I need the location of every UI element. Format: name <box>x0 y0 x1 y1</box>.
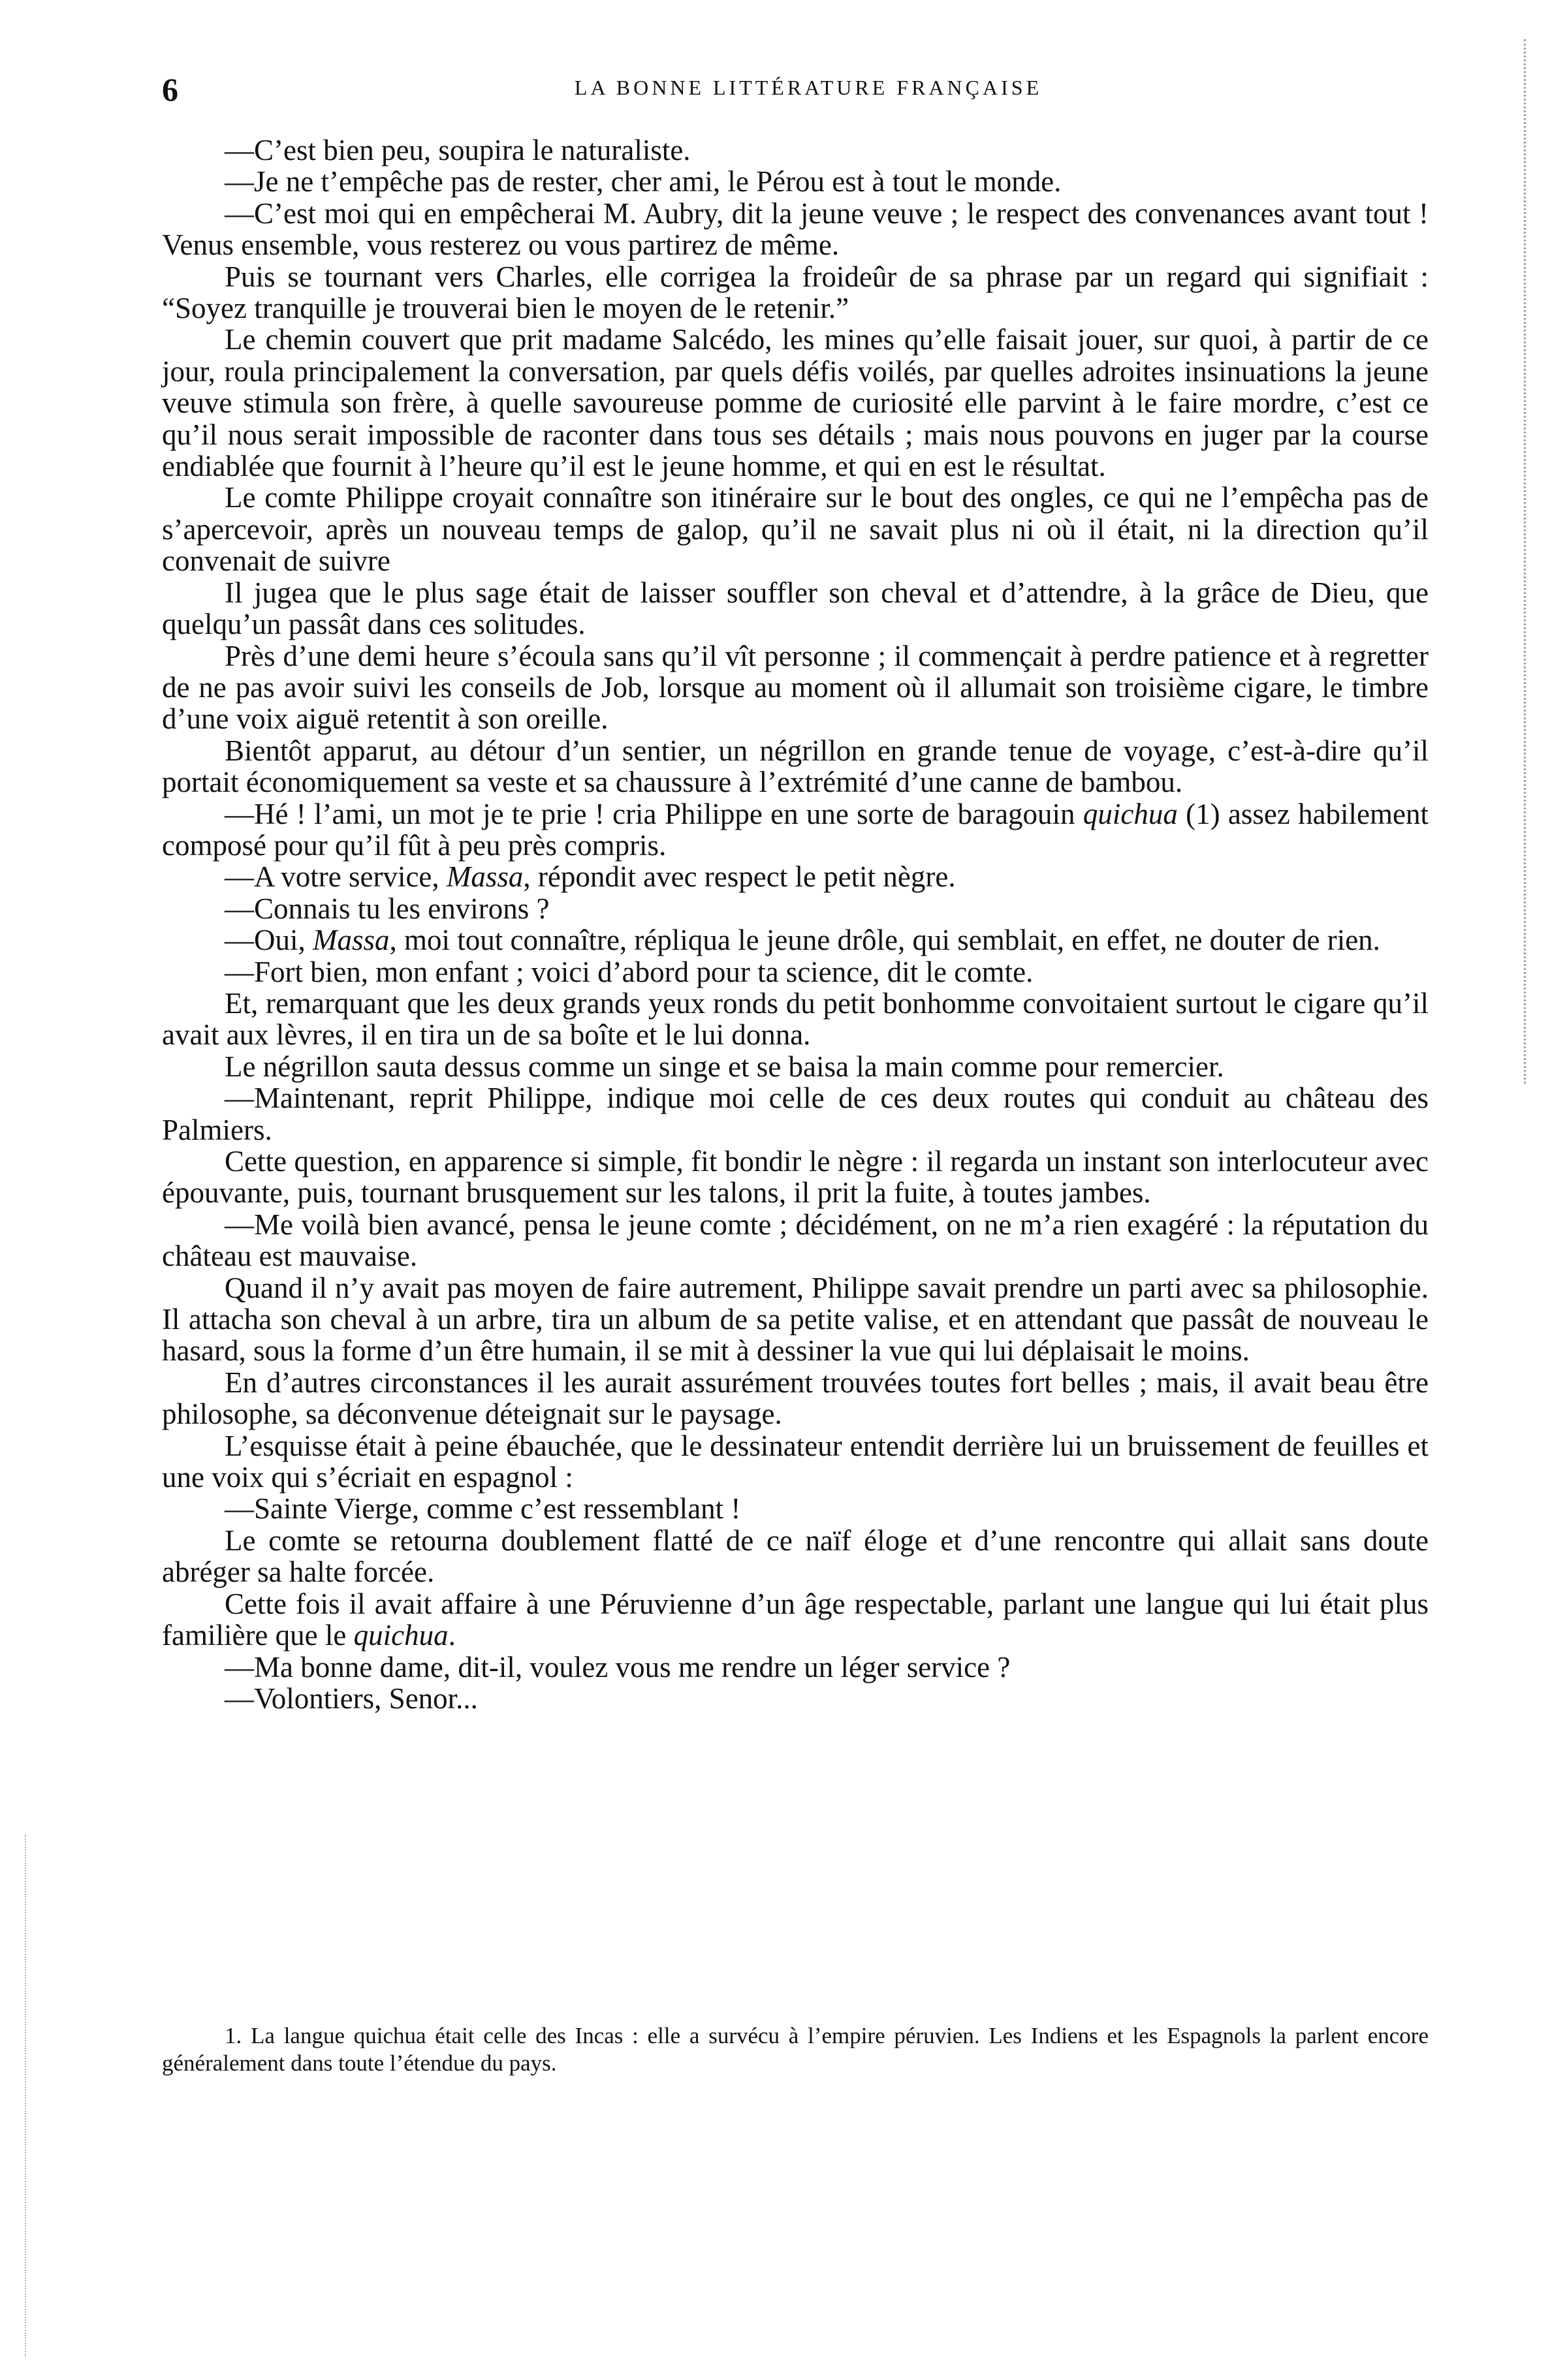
paragraph-text: —Connais tu les environs ? <box>225 892 550 925</box>
paragraph-text: Il jugea que le plus sage était de laisser souffler son cheval et d’attendre, à la grâce de Dieu, que quelqu’un passât dans ces solitudes. <box>162 576 1429 641</box>
paragraph-text: Le comte se retourna doublement flatté de ce naïf éloge et d’une rencontre qui allait sans doute abréger sa halte forcée. <box>162 1524 1429 1589</box>
paragraph-text: (1) assez habilement composé pour qu’il fût à peu près compris. <box>162 797 1429 862</box>
italic-word: quichua <box>353 1619 449 1652</box>
paragraph <box>162 198 1429 261</box>
italic-word: Massa <box>313 924 390 957</box>
paragraph-text: L’esquisse était à peine ébauchée, que le dessinateur entendit derrière lui un bruissement de feuilles et une voix qui s’écriait en espagnol : <box>162 1429 1429 1494</box>
paragraph-text: Bientôt apparut, au détour d’un sentier, un négrillon en grande tenue de voyage, c’est-à-dire qu’il portait économiquement sa veste et sa chaussure à l’extrémité d’une canne de bambou. <box>162 734 1429 799</box>
paragraph-text: . <box>448 1619 456 1652</box>
paragraph-text: —Hé ! l’ami, un mot je te prie ! cria Philippe en une sorte de baragouin <box>225 797 1083 830</box>
paragraph-text: —C’est moi qui en empêcherai M. Aubry, dit la jeune veuve ; le respect des convenances avant tout ! Venus ensemble, vous resterez ou vous partirez de même. <box>162 196 1429 262</box>
paragraph <box>162 1652 1429 1683</box>
page-number: 6 <box>162 71 179 108</box>
paragraph-text: Le négrillon sauta dessus comme un singe et se baisa la main comme pour remercier. <box>225 1050 1224 1083</box>
paragraph <box>162 861 1429 892</box>
paragraph-text: , répondit avec respect le petit nègre. <box>523 860 956 894</box>
paragraph <box>162 1209 1429 1272</box>
paragraph <box>162 482 1429 576</box>
paragraph <box>162 1525 1429 1588</box>
italic-word: Massa <box>446 860 524 894</box>
footnote-text: 1. La langue quichua était celle des Incas : elle a survécu à l’empire péruvien. Les Indiens et les Espagnols la parlent encore généralement dans toute l’étendue du pays. <box>162 2023 1429 2076</box>
paragraph <box>162 1683 1429 1714</box>
running-title: LA BONNE LITTÉRATURE FRANÇAISE <box>574 76 1043 99</box>
paragraph-text: Cette fois il avait affaire à une Péruvienne d’un âge respectable, parlant une langue qui lui était plus familière que le <box>162 1587 1429 1652</box>
paragraph-text: —Me voilà bien avancé, pensa le jeune comte ; décidément, on ne m’a rien exagéré : la réputation du château est mauvaise. <box>162 1208 1429 1273</box>
paragraph <box>162 988 1429 1051</box>
paragraph-text: Quand il n’y avait pas moyen de faire autrement, Philippe savait prendre un parti avec sa philosophie. Il attacha son cheval à un arbre, tira un album de sa petite valise, et en attendant que passât de nouveau le hasard, sous la forme d’un être humain, il se mit à dessiner la vue qui lui déplaisait le moins. <box>162 1271 1429 1368</box>
paragraph-text: Et, remarquant que les deux grands yeux ronds du petit bonhomme convoitaient surtout le cigare qu’il avait aux lèvres, il en tira un de sa boîte et le lui donna. <box>162 986 1429 1052</box>
paragraph <box>162 1146 1429 1209</box>
italic-word: quichua <box>1083 797 1178 830</box>
page-header <box>162 70 1429 110</box>
paragraph <box>162 1588 1429 1652</box>
scan-edge-mark-right <box>1524 39 1530 1084</box>
paragraph <box>162 1430 1429 1494</box>
paragraph-text: —Sainte Vierge, comme c’est ressemblant ! <box>225 1492 741 1526</box>
paragraph-text: —A votre service, <box>225 860 447 894</box>
paragraph-text: Cette question, en apparence si simple, fit bondir le nègre : il regarda un instant son interlocuteur avec épouvante, puis, tournant brusquement sur les talons, il prit la fuite, à toutes jambes. <box>162 1145 1429 1210</box>
paragraph-text: Puis se tournant vers Charles, elle corrigea la froideûr de sa phrase par un regard qui signifiait : “Soyez tranquille je trouverai bien le moyen de le retenir.” <box>162 260 1429 325</box>
paragraph-text: —Oui, <box>225 924 313 957</box>
paragraph <box>162 893 1429 924</box>
paragraph <box>162 324 1429 482</box>
paragraph <box>162 1367 1429 1430</box>
paragraph <box>162 577 1429 640</box>
paragraph-text: —Je ne t’empêche pas de rester, cher ami, le Pérou est à tout le monde. <box>225 165 1062 198</box>
paragraph <box>162 956 1429 988</box>
paragraph-text: Près d’une demi heure s’écoula sans qu’il vît personne ; il commençait à perdre patience et à regretter de ne pas avoir suivi les conseils de Job, lorsque au moment où il allumait son troisième cigare, le timbre d’une voix aiguë retentit à son oreille. <box>162 639 1429 736</box>
scan-edge-mark-left <box>5 1834 26 2357</box>
paragraph <box>162 166 1429 197</box>
paragraph <box>162 640 1429 735</box>
footnote <box>162 2022 1429 2077</box>
paragraph-text: —Maintenant, reprit Philippe, indique moi celle de ces deux routes qui conduit au château des Palmiers. <box>162 1082 1429 1146</box>
paragraph-text: En d’autres circonstances il les aurait assurément trouvées toutes fort belles ; mais, il avait beau être philosophe, sa déconvenue déteignait sur le paysage. <box>162 1366 1429 1431</box>
paragraph <box>162 735 1429 798</box>
paragraph <box>162 1051 1429 1082</box>
paragraph <box>162 1493 1429 1524</box>
paragraph-text: —Ma bonne dame, dit-il, voulez vous me rendre un léger service ? <box>225 1650 1011 1683</box>
paragraph <box>162 798 1429 862</box>
paragraph-text: —Volontiers, Senor... <box>225 1682 478 1715</box>
paragraph <box>162 261 1429 324</box>
body-text <box>162 134 1429 1714</box>
paragraph-text: —C’est bien peu, soupira le naturaliste. <box>225 134 691 166</box>
paragraph-text: , moi tout connaître, répliqua le jeune drôle, qui semblait, en effet, ne douter de rien. <box>389 924 1380 957</box>
paragraph <box>162 134 1429 166</box>
paragraph-text: —Fort bien, mon enfant ; voici d’abord pour ta science, dit le comte. <box>225 955 1034 988</box>
paragraph-text: Le comte Philippe croyait connaître son itinéraire sur le bout des ongles, ce qui ne l’empêcha pas de s’apercevoir, après un nouveau temps de galop, qu’il ne savait plus ni où il était, ni la direction qu’il convenait de suivre <box>162 481 1429 578</box>
paragraph <box>162 1272 1429 1367</box>
paragraph <box>162 1082 1429 1146</box>
paragraph-text: Le chemin couvert que prit madame Salcédo, les mines qu’elle faisait jouer, sur quoi, à partir de ce jour, roula principalement la conversation, par quels défis voilés, par quelles adroites insinuations la jeune veuve stimula son frère, à quelle savoureuse pomme de curiosité elle parvint à le faire mordre, c’est ce qu’il nous serait impossible de raconter dans tous ses détails ; mais nous pouvons en juger par la course endiablée que fournit à l’heure qu’il est le jeune homme, et qui en est le résultat. <box>162 323 1429 483</box>
paragraph <box>162 924 1429 956</box>
